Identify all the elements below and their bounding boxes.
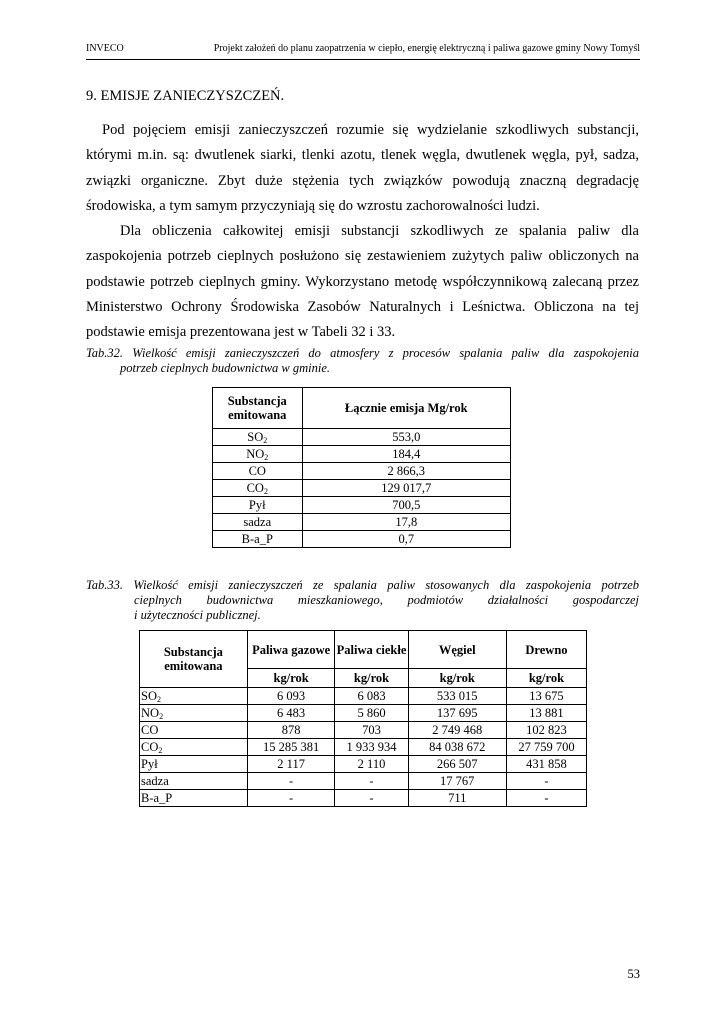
table32-header-substance: Substancja emitowana bbox=[213, 388, 303, 429]
table33-value: - bbox=[247, 773, 335, 790]
table33-caption-line1: Tab.33. Wielkość emisji zanieczyszczeń ze spalania paliw stosowanych dla zaspokojenia potrzeb bbox=[86, 578, 639, 592]
table33-value: 13 675 bbox=[506, 688, 586, 705]
table33-value: - bbox=[506, 773, 586, 790]
table-row bbox=[213, 514, 511, 531]
table33-value: 6 093 bbox=[247, 688, 335, 705]
table32-emission-value: 2 866,3 bbox=[302, 463, 510, 480]
substance-name: CO bbox=[141, 723, 159, 737]
substance-subscript: 2 bbox=[264, 453, 269, 462]
table33-substance bbox=[140, 739, 248, 756]
table33-value: 84 038 672 bbox=[408, 739, 506, 756]
substance-name: B-a_P bbox=[141, 791, 173, 805]
table33-header-substance: Substancja emitowana bbox=[140, 631, 248, 688]
table33-value: - bbox=[335, 773, 408, 790]
page-header bbox=[86, 43, 640, 60]
table33-value: 2 110 bbox=[335, 756, 408, 773]
table32-substance bbox=[213, 429, 303, 446]
header-org: INVECO bbox=[86, 43, 124, 54]
paragraph-2: Dla obliczenia całkowitej emisji substancji szkodliwych ze spalania paliw dla zaspokojenia potrzeb cieplnych posłużono się zestawieniem zużytych paliw obliczonych na podstawie potrzeb cieplnych gminy. Wykorzystano metodę współczynnikową zalecaną przez Ministerstwo Ochrony Środowiska Zasobów Naturalnych i Leśnictwa. Obliczona na tej podstawie emisja prezentowana jest w Tabeli 32 i 33. bbox=[86, 223, 639, 341]
substance-name: CO bbox=[246, 481, 264, 495]
table33-header-fuel: Paliwa ciekłe bbox=[335, 631, 408, 669]
substance-name: B-a_P bbox=[241, 532, 273, 546]
table33-value: 17 767 bbox=[408, 773, 506, 790]
table32-emission-value: 129 017,7 bbox=[302, 480, 510, 497]
table-row bbox=[140, 756, 587, 773]
table-row bbox=[140, 790, 587, 807]
table33-unit: kg/rok bbox=[335, 669, 408, 688]
table-row bbox=[140, 722, 587, 739]
table32-emission-value: 17,8 bbox=[302, 514, 510, 531]
substance-name: sadza bbox=[243, 515, 272, 529]
table33-unit: kg/rok bbox=[506, 669, 586, 688]
table32-substance bbox=[213, 446, 303, 463]
substance-subscript: 2 bbox=[159, 712, 164, 721]
table33-value: 6 083 bbox=[335, 688, 408, 705]
substance-name: Pył bbox=[141, 757, 158, 771]
table33-value: 137 695 bbox=[408, 705, 506, 722]
table32-caption-line2: potrzeb cieplnych budownictwa w gminie. bbox=[120, 361, 331, 375]
table-row bbox=[213, 480, 511, 497]
table-row bbox=[213, 429, 511, 446]
table33-value: 2 749 468 bbox=[408, 722, 506, 739]
header-title: Projekt założeń do planu zaopatrzenia w ciepło, energię elektryczną i paliwa gazowe gminy Nowy Tomyśl bbox=[213, 43, 640, 54]
table32-substance bbox=[213, 497, 303, 514]
substance-name: NO bbox=[141, 706, 160, 720]
table33-value: 102 823 bbox=[506, 722, 586, 739]
table33-value: 703 bbox=[335, 722, 408, 739]
body-text bbox=[86, 118, 639, 346]
table33-value: 5 860 bbox=[335, 705, 408, 722]
table33-unit: kg/rok bbox=[408, 669, 506, 688]
table32-substance bbox=[213, 514, 303, 531]
substance-subscript: 2 bbox=[158, 746, 163, 755]
table33-value: 711 bbox=[408, 790, 506, 807]
table32-caption-line1: Tab.32. Wielkość emisji zanieczyszczeń do atmosfery z procesów spalania paliw dla zaspokojenia bbox=[86, 346, 639, 360]
table32-body bbox=[213, 429, 511, 548]
table33-substance bbox=[140, 790, 248, 807]
table33-header-fuel: Paliwa gazowe bbox=[247, 631, 335, 669]
table33-value: 2 117 bbox=[247, 756, 335, 773]
substance-name: Pył bbox=[248, 498, 266, 512]
table33-value: - bbox=[335, 790, 408, 807]
table32-caption bbox=[86, 346, 639, 376]
table32-substance bbox=[213, 480, 303, 497]
table33-header-fuel: Drewno bbox=[506, 631, 586, 669]
table-row bbox=[213, 446, 511, 463]
table32-emission-value: 700,5 bbox=[302, 497, 510, 514]
substance-name: CO bbox=[141, 740, 159, 754]
table-row bbox=[213, 497, 511, 514]
table33-value: - bbox=[506, 790, 586, 807]
table33-value: 27 759 700 bbox=[506, 739, 586, 756]
table32-emission-value: 0,7 bbox=[302, 531, 510, 548]
table-32 bbox=[212, 387, 511, 548]
table32-header-emission: Łącznie emisja Mg/rok bbox=[302, 388, 510, 429]
table33-body bbox=[140, 688, 587, 807]
table-33 bbox=[139, 630, 587, 807]
substance-subscript: 2 bbox=[263, 436, 268, 445]
substance-name: SO bbox=[141, 689, 157, 703]
table33-substance bbox=[140, 773, 248, 790]
substance-name: CO bbox=[248, 464, 266, 478]
table33-substance bbox=[140, 705, 248, 722]
table32-substance bbox=[213, 463, 303, 480]
table33-caption-line3: i użyteczności publicznej. bbox=[134, 608, 261, 622]
table33-value: 533 015 bbox=[408, 688, 506, 705]
section-heading: 9. EMISJE ZANIECZYSZCZEŃ. bbox=[86, 88, 285, 104]
table33-value: - bbox=[247, 790, 335, 807]
table33-value: 266 507 bbox=[408, 756, 506, 773]
substance-name: SO bbox=[247, 430, 264, 444]
table33-substance bbox=[140, 722, 248, 739]
table33-substance bbox=[140, 688, 248, 705]
substance-subscript: 2 bbox=[263, 487, 268, 496]
table-row bbox=[140, 688, 587, 705]
substance-subscript: 2 bbox=[156, 695, 161, 704]
substance-name: sadza bbox=[141, 774, 169, 788]
table32-emission-value: 184,4 bbox=[302, 446, 510, 463]
table-row bbox=[213, 531, 511, 548]
paragraph-1: Pod pojęciem emisji zanieczyszczeń rozumie się wydzielanie szkodliwych substancji, którymi m.in. są: dwutlenek siarki, tlenki azotu, tlenek węgla, dwutlenek węgla, pył, sadza, związki organiczne. Zbyt duże stężenia tych związków powodują znaczną degradację środowiska, a tym samym przyczyniają się do wzrostu zachorowalności ludzi. bbox=[86, 122, 639, 214]
table33-caption-line2: cieplnych budownictwa mieszkaniowego, podmiotów działalności gospodarczej bbox=[134, 593, 639, 607]
table33-substance bbox=[140, 756, 248, 773]
page-number: 53 bbox=[627, 967, 640, 981]
table32-emission-value: 553,0 bbox=[302, 429, 510, 446]
table-row bbox=[140, 773, 587, 790]
table33-header-fuel: Węgiel bbox=[408, 631, 506, 669]
table-row bbox=[213, 463, 511, 480]
table33-unit: kg/rok bbox=[247, 669, 335, 688]
table33-value: 6 483 bbox=[247, 705, 335, 722]
substance-name: NO bbox=[246, 447, 265, 461]
table33-value: 15 285 381 bbox=[247, 739, 335, 756]
table33-caption bbox=[86, 578, 639, 623]
table-row bbox=[140, 705, 587, 722]
table33-value: 431 858 bbox=[506, 756, 586, 773]
table32-substance bbox=[213, 531, 303, 548]
table33-value: 878 bbox=[247, 722, 335, 739]
table33-value: 1 933 934 bbox=[335, 739, 408, 756]
table33-value: 13 881 bbox=[506, 705, 586, 722]
table-row bbox=[140, 739, 587, 756]
